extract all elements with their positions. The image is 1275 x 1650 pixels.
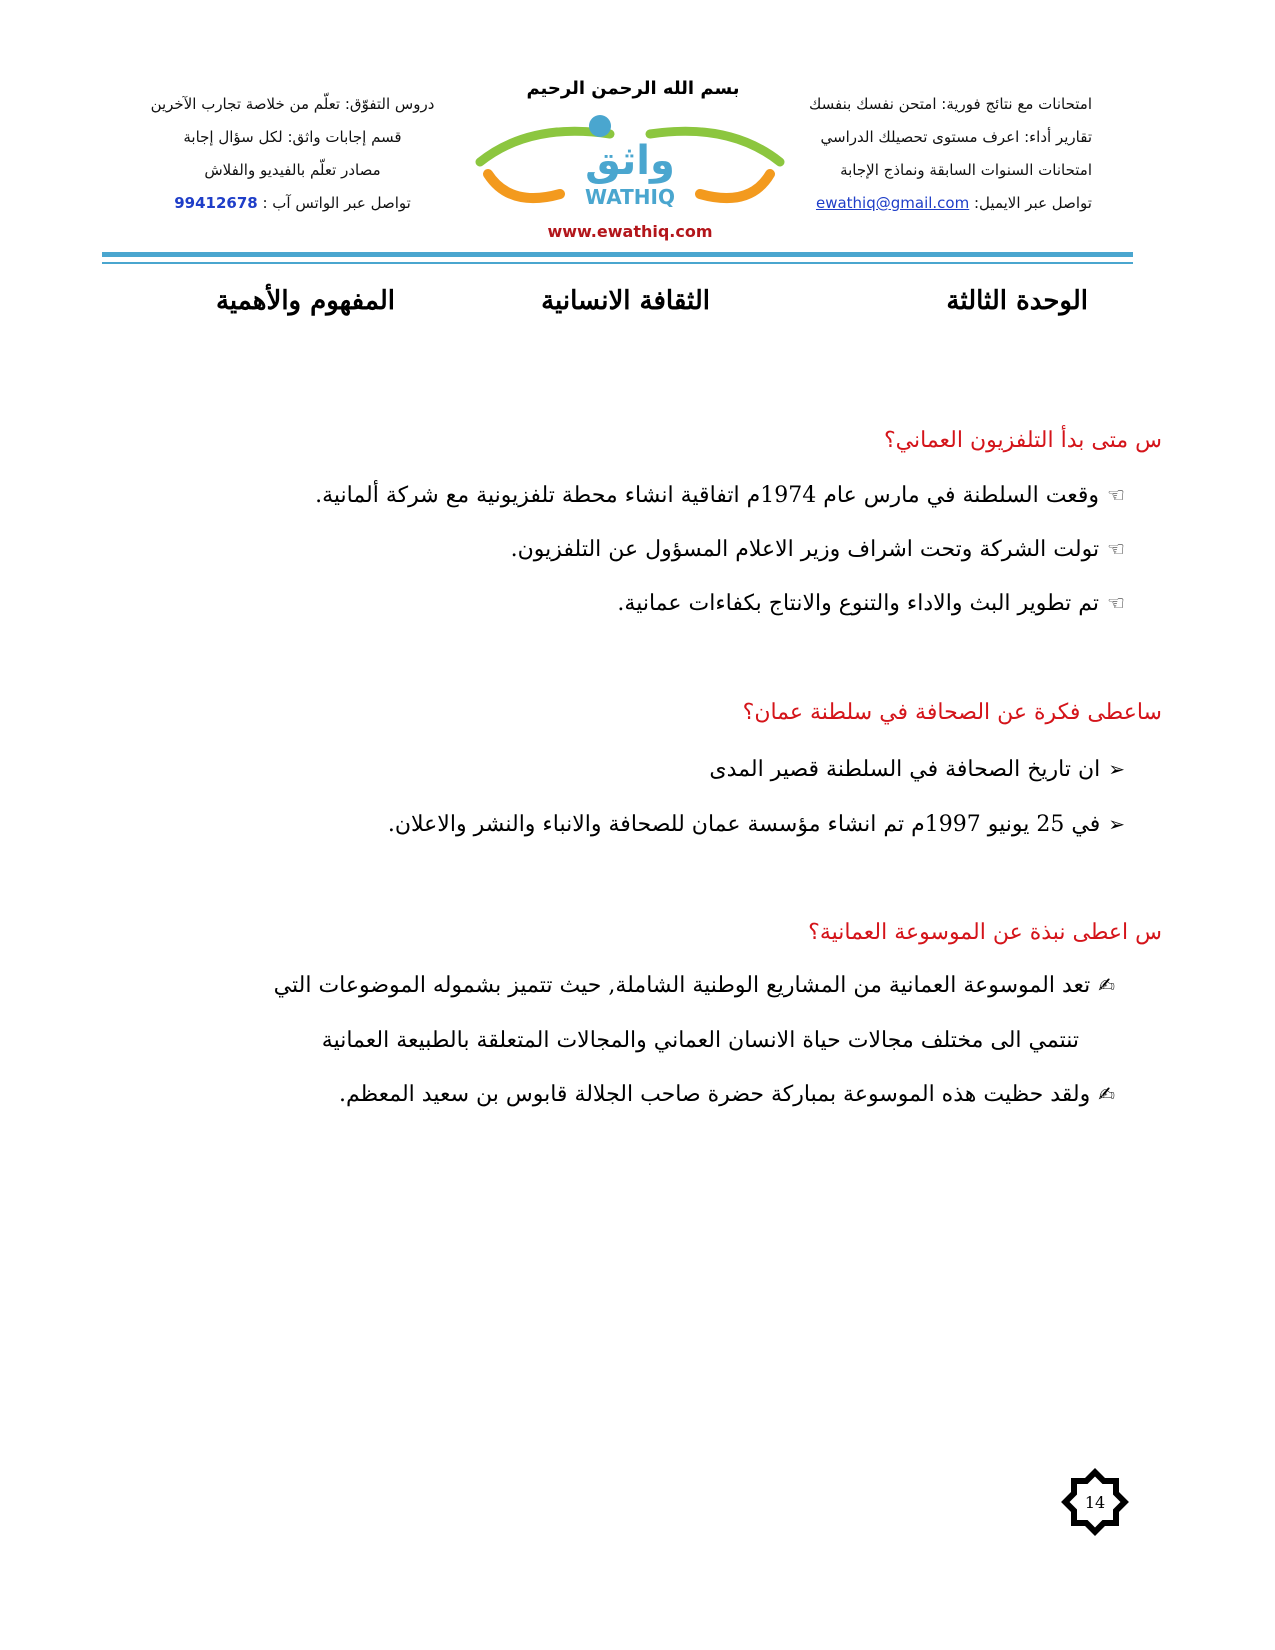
pointing-hand-icon: ☜ — [1107, 537, 1125, 561]
page-number-badge — [1060, 1467, 1130, 1537]
list-item — [274, 973, 1115, 998]
list-item — [388, 812, 1125, 837]
header-left-line: دروس التفوّق: تعلّم من خلاصة تجارب الآخرين — [150, 95, 435, 113]
list-item — [315, 483, 1125, 508]
concept-title: المفهوم والأهمية — [215, 286, 395, 316]
list-item-text: في 25 يونيو 1997م تم انشاء مؤسسة عمان للصحافة والانباء والنشر والاعلان. — [387, 812, 1101, 837]
list-item-text: تم تطوير البث والاداء والتنوع والانتاج بكفاءات عمانية. — [617, 591, 1100, 616]
pointing-hand-icon: ☜ — [1107, 591, 1125, 615]
list-item-continuation: تنتمي الى مختلف مجالات حياة الانسان العماني والمجالات المتعلقة بالطبيعة العمانية — [321, 1028, 1079, 1053]
header-divider-thin — [102, 262, 1133, 264]
list-item — [339, 1082, 1115, 1107]
list-item-text: وقعت السلطنة في مارس عام 1974م اتفاقية انشاء محطة تلفزيونية مع شركة ألمانية. — [315, 483, 1100, 508]
header-divider — [102, 252, 1133, 257]
arrow-bullet-icon: ➢ — [1108, 757, 1125, 781]
website-link[interactable]: www.ewathiq.com — [547, 222, 713, 241]
email-label: تواصل عبر الايميل: — [974, 194, 1092, 212]
whatsapp-label: تواصل عبر الواتس آب : — [262, 194, 411, 212]
email-contact — [762, 187, 1092, 220]
culture-title: الثقافة الانسانية — [541, 286, 710, 316]
question-heading: ساعطى فكرة عن الصحافة في سلطنة عمان؟ — [742, 700, 1162, 725]
list-item — [709, 757, 1125, 782]
header-right-line: امتحانات السنوات السابقة ونماذج الإجابة — [840, 161, 1092, 179]
wathiq-logo — [470, 112, 790, 220]
email-link[interactable]: ewathiq@gmail.com — [815, 194, 970, 212]
unit-title: الوحدة الثالثة — [946, 286, 1088, 316]
list-item — [511, 537, 1125, 562]
header-left-line: مصادر تعلّم بالفيديو والفلاش — [204, 161, 381, 179]
logo-latin-text: WATHIQ — [585, 185, 675, 209]
header-right-column — [762, 88, 1092, 220]
arrow-bullet-icon: ➢ — [1108, 812, 1125, 836]
list-item — [617, 591, 1125, 616]
whatsapp-contact — [140, 187, 445, 220]
list-item-text: ان تاريخ الصحافة في السلطنة قصير المدى — [709, 757, 1101, 782]
question-heading: س اعطى نبذة عن الموسوعة العمانية؟ — [808, 920, 1162, 945]
list-item-text: تعد الموسوعة العمانية من المشاريع الوطنية الشاملة, حيث تتميز بشموله الموضوعات التي — [273, 973, 1091, 998]
header-right-line: امتحانات مع نتائج فورية: امتحن نفسك بنفسك — [809, 95, 1092, 113]
list-item-text: تولت الشركة وتحت اشراف وزير الاعلام المسؤول عن التلفزيون. — [510, 537, 1100, 562]
header-left-column — [140, 88, 445, 220]
writing-hand-icon: ✍ — [1098, 1082, 1115, 1106]
header-right-line: تقارير أداء: اعرف مستوى تحصيلك الدراسي — [820, 128, 1092, 146]
writing-hand-icon: ✍ — [1098, 973, 1115, 997]
basmala: بسم الله الرحمن الرحيم — [526, 78, 740, 99]
page-number: 14 — [1084, 1493, 1106, 1512]
pointing-hand-icon: ☜ — [1107, 483, 1125, 507]
list-item-text: ولقد حظيت هذه الموسوعة بمباركة حضرة صاحب الجلالة قابوس بن سعيد المعظم. — [338, 1082, 1091, 1107]
question-heading: س متى بدأ التلفزيون العماني؟ — [883, 428, 1162, 453]
whatsapp-number[interactable]: 99412678 — [174, 194, 258, 212]
header-left-line: قسم إجابات واثق: لكل سؤال إجابة — [183, 128, 402, 146]
logo-arabic-text: واثق — [585, 138, 675, 184]
